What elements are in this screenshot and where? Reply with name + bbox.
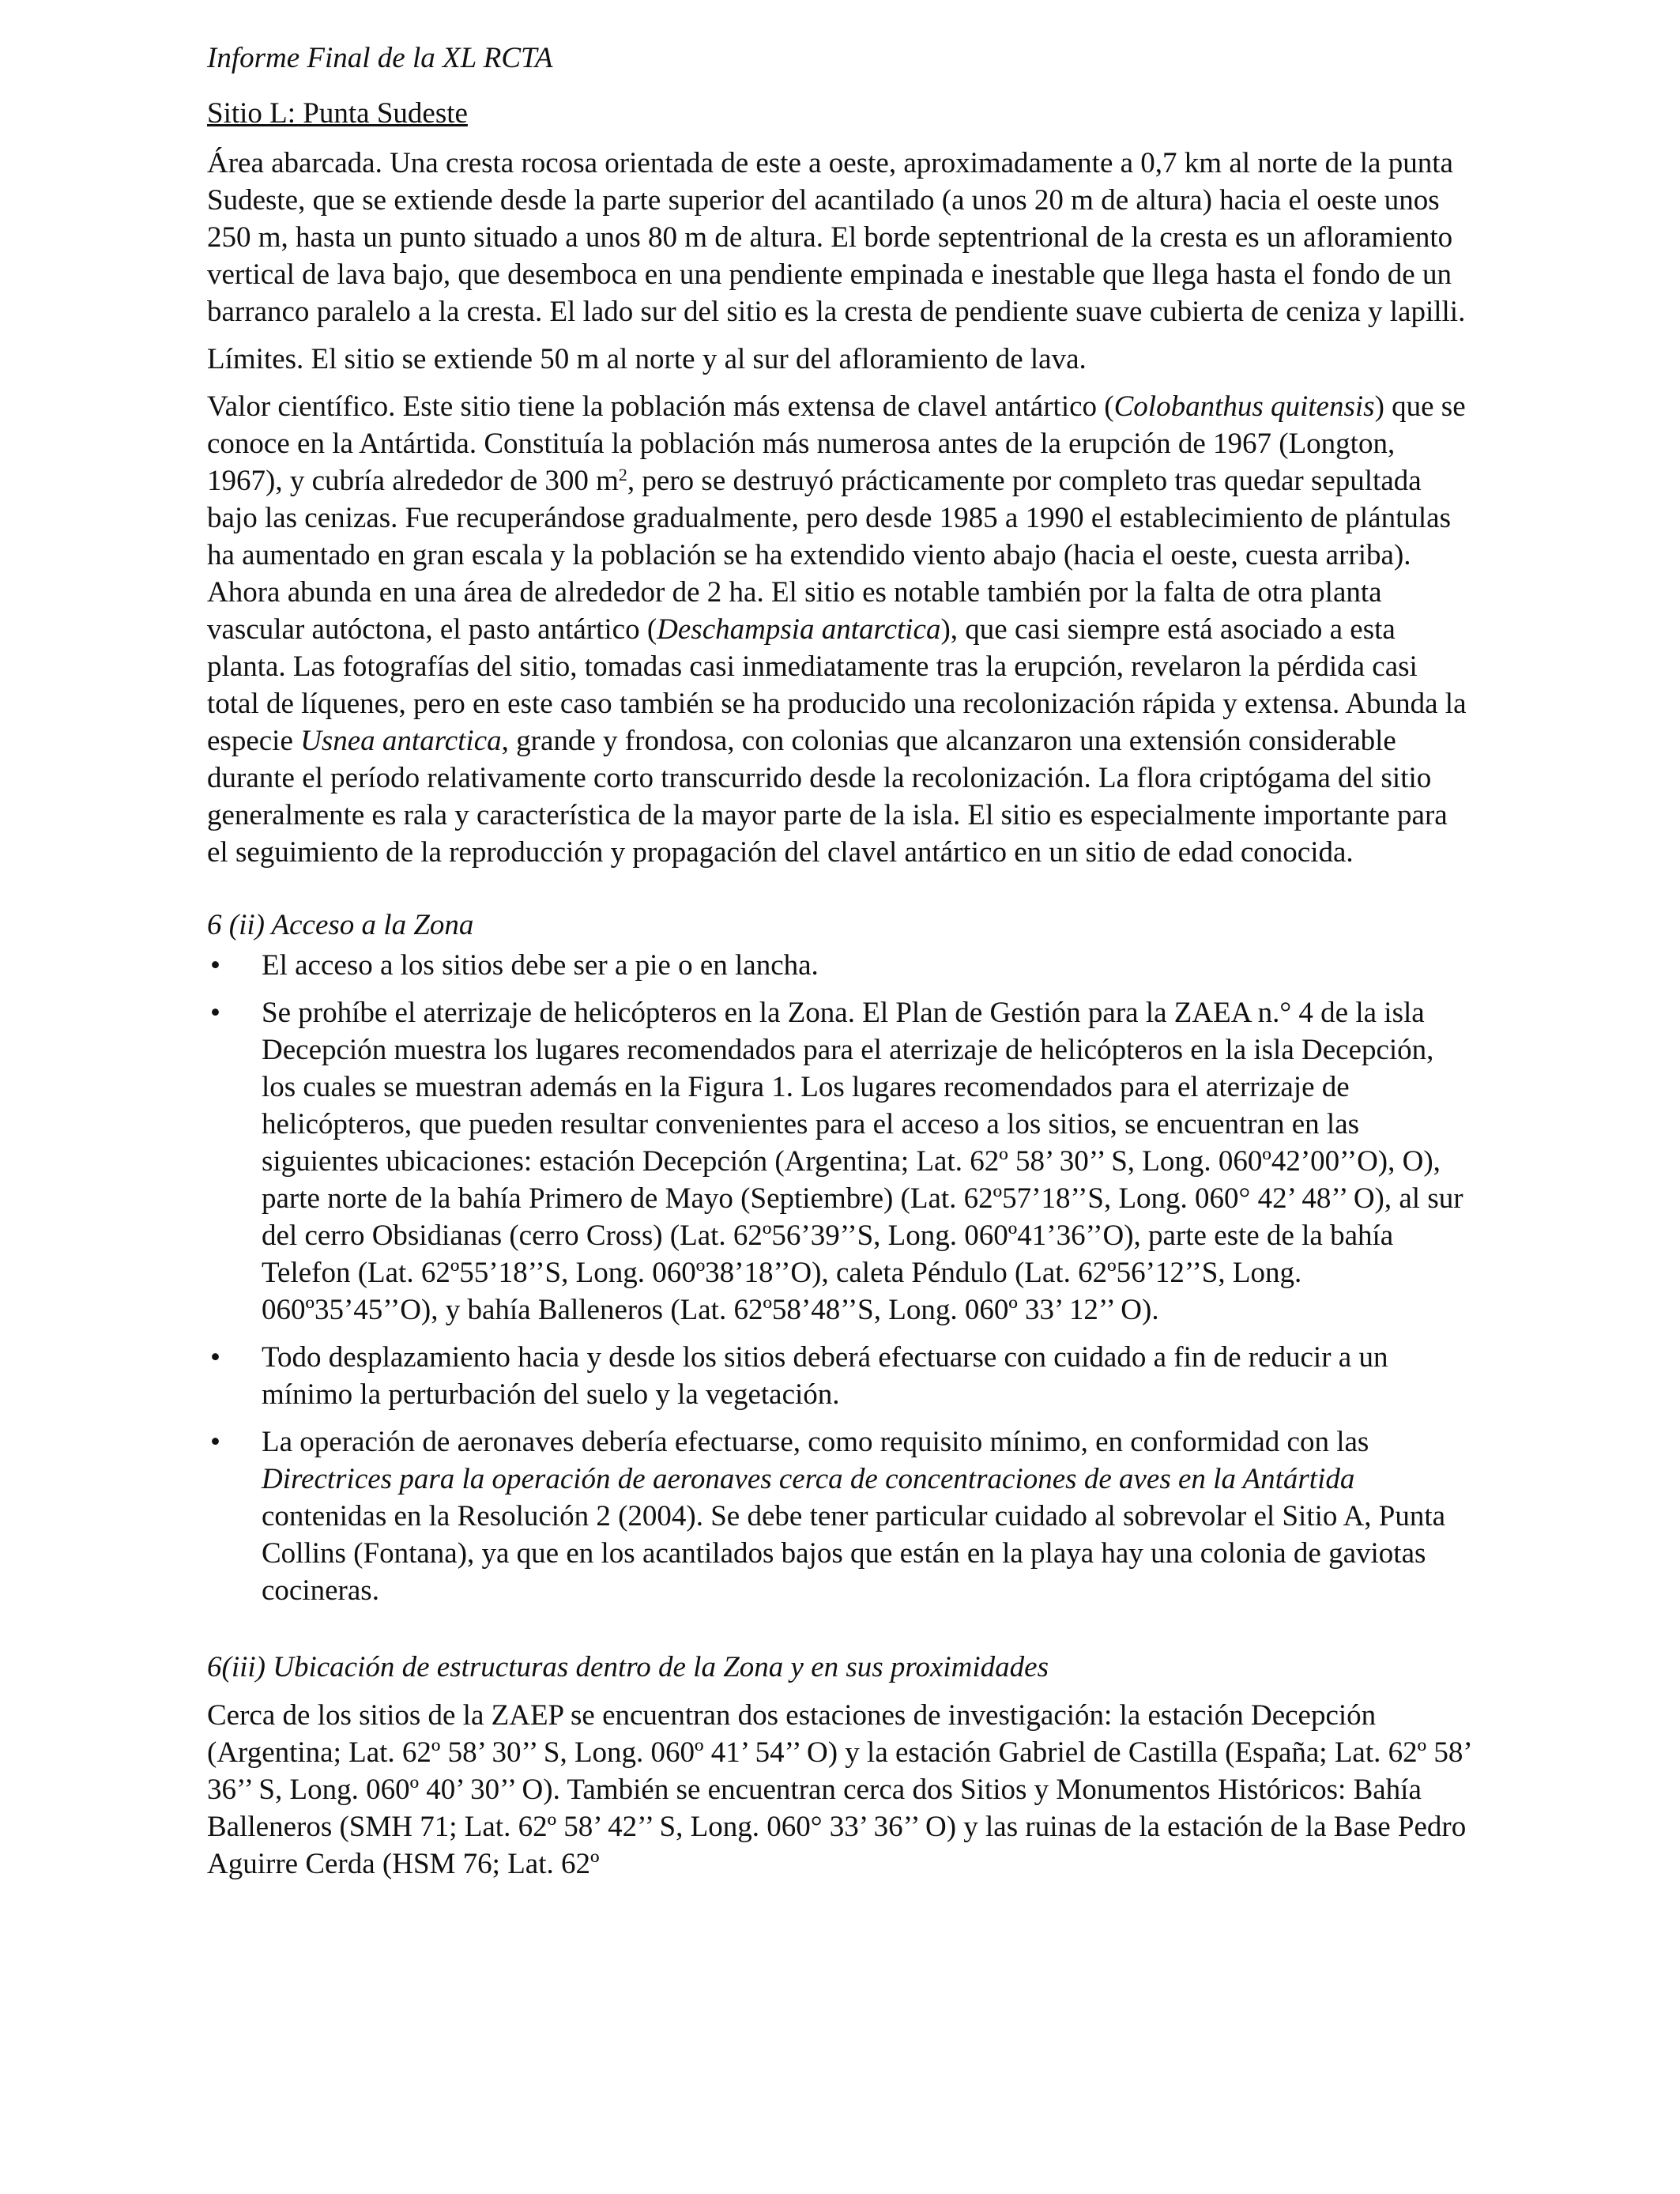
bullet-item xyxy=(207,994,1471,1329)
bullet-text: Se prohíbe el aterrizaje de helicópteros en la Zona. El Plan de Gestión para la ZAEA n.° 4 de la isla Decepción muestra los lugares recomendados para el aterrizaje de helicópteros en la isla Decepción, los cuales se muestran además en la Figura 1. Los lugares recomendados para el aterrizaje de helicópteros, que pueden resultar convenientes para el acceso a los sitios, se encuentran en las siguientes ubicaciones: estación Decepción (Argentina; Lat. 62º 58’ 30’’ S, Long. 060º42’00’’O), O), parte norte de la bahía Primero de Mayo (Septiembre) (Lat. 62º57’18’’S, Long. 060° 42’ 48’’ O), al sur del cerro Obsidianas (cerro Cross) (Lat. 62º56’39’’S, Long. 060º41’36’’O), parte este de la bahía Telefon (Lat. 62º55’18’’S, Long. 060º38’18’’O), caleta Péndulo (Lat. 62º56’12’’S, Long. 060º35’45’’O), y bahía Balleneros (Lat. 62º58’48’’S, Long. 060º 33’ 12’’ O). xyxy=(262,997,1463,1326)
site-l-title: Sitio L: Punta Sudeste xyxy=(207,97,468,130)
value-text-3: , pero se destruyó prácticamente por completo tras quedar sepultada bajo las cenizas. Fue recuperándose gradualmente, pero desde 1985 a 1990 el establecimiento de plántulas ha aumentado en gran escala y la población se ha extendido viento abajo (hacia el oeste, cuesta arriba). Ahora abunda en una área de alrededor de 2 ha. El sitio es notable también por la falta de otra planta vascular autóctona, el pasto antártico ( xyxy=(207,465,1451,646)
bullet-text: Todo desplazamiento hacia y desde los sitios deberá efectuarse con cuidado a fin de reducir a un mínimo la perturbación del suelo y la vegetación. xyxy=(262,1341,1388,1411)
bullet-text-post: contenidas en la Resolución 2 (2004). Se debe tener particular cuidado al sobrevolar el Sitio A, Punta Collins (Fontana), ya que en los acantilados bajos que están en la playa hay una colonia de gaviotas cocineras. xyxy=(262,1500,1446,1607)
value-text-4: ), que casi siempre está asociado a esta planta. Las fotografías del sitio, tomadas casi inmediatamente tras la erupción, revelaron la pérdida casi total de líquenes, pero en este caso también se ha producido una recolonización rápida y extensa. Abunda la especie xyxy=(207,613,1467,757)
bullet-item xyxy=(207,1423,1471,1609)
bullet-item xyxy=(207,1339,1471,1413)
bullet-icon: • xyxy=(210,949,220,982)
value-text-5: , grande y frondosa, con colonias que alcanzaron una extensión considerable durante el período relativamente corto transcurrido desde la recolonización. La flora criptógama del sitio generalmente es rala y característica de la mayor parte de la isla. El sitio es especialmente importante para el seguimiento de la reproducción y propagación del clavel antártico en un sitio de edad conocida. xyxy=(207,725,1448,869)
running-header: Informe Final de la XL RCTA xyxy=(207,42,553,74)
site-l-value-paragraph xyxy=(207,388,1471,871)
site-l-limits-paragraph: Límites. El sitio se extiende 50 m al norte y al sur del afloramiento de lava. xyxy=(207,343,1087,375)
bullet-icon: • xyxy=(210,1341,220,1374)
value-text-1: Valor científico. Este sitio tiene la población más extensa de clavel antártico ( xyxy=(207,390,1114,423)
bullet-icon: • xyxy=(210,1426,220,1458)
structures-paragraph: Cerca de los sitios de la ZAEP se encuentran dos estaciones de investigación: la estación Decepción (Argentina; Lat. 62º 58’ 30’’ S, Long. 060º 41’ 54’’ O) y la estación Gabriel de Castilla (España; Lat. 62º 58’ 36’’ S, Long. 060º 40’ 30’’ O). También se encuentran cerca dos Sitios y Monumentos Históricos: Bahía Balleneros (SMH 71; Lat. 62º 58’ 42’’ S, Long. 060° 33’ 36’’ O) y las ruinas de la estación de la Base Pedro Aguirre Cerda (HSM 76; Lat. 62º xyxy=(207,1699,1471,1880)
species-deschampsia: Deschampsia antarctica xyxy=(657,613,941,646)
structures-heading: 6(iii) Ubicación de estructuras dentro de la Zona y en sus proximidades xyxy=(207,1651,1049,1683)
access-bullet-list xyxy=(207,947,1471,1609)
bullet-text: El acceso a los sitios debe ser a pie o en lancha. xyxy=(262,949,819,982)
bullet-icon: • xyxy=(210,997,220,1029)
species-usnea: Usnea antarctica xyxy=(300,725,502,757)
access-heading: 6 (ii) Acceso a la Zona xyxy=(207,909,474,941)
bullet-item xyxy=(207,947,1471,984)
species-colobanthus: Colobanthus quitensis xyxy=(1113,390,1375,423)
site-l-area-paragraph: Área abarcada. Una cresta rocosa orientada de este a oeste, aproximadamente a 0,7 km al norte de la punta Sudeste, que se extiende desde la parte superior del acantilado (a unos 20 m de altura) hacia el oeste unos 250 m, hasta un punto situado a unos 80 m de altura. El borde septentrional de la cresta es un afloramiento vertical de lava bajo, que desemboca en una pendiente empinada e inestable que llega hasta el fondo de un barranco paralelo a la cresta. El lado sur del sitio es la cresta de pendiente suave cubierta de ceniza y lapilli. xyxy=(207,147,1466,328)
bullet-text-pre: La operación de aeronaves debería efectuarse, como requisito mínimo, en conformidad con las xyxy=(262,1426,1369,1458)
page-content xyxy=(207,40,1471,1893)
spacer xyxy=(207,881,1471,907)
guidelines-title: Directrices para la operación de aeronaves cerca de concentraciones de aves en la Antártida xyxy=(262,1463,1355,1495)
value-text-2: ) que se conoce en la Antártida. Constituía la población más numerosa antes de la erupción de 1967 (Longton, 1967), y cubría alrededor de 300 m xyxy=(207,390,1466,497)
superscript-2: 2 xyxy=(618,465,627,484)
